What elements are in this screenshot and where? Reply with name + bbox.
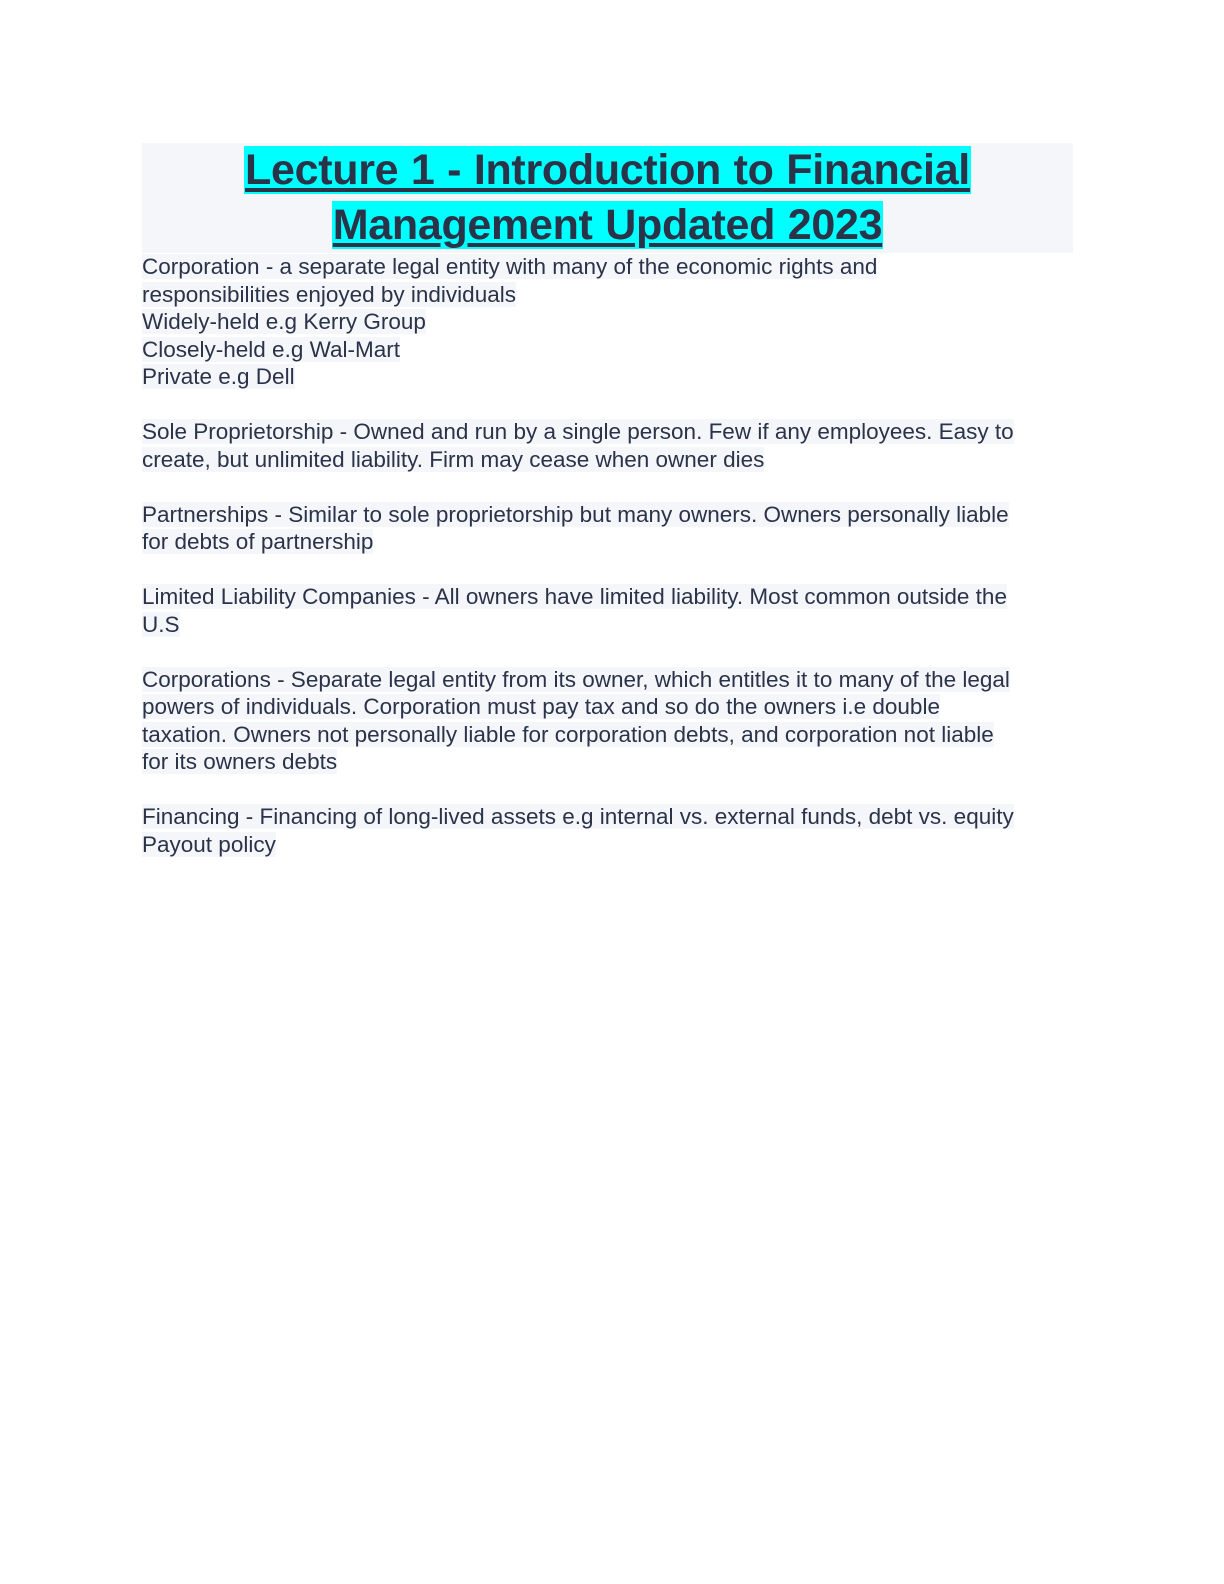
body-line-text: responsibilities enjoyed by individuals bbox=[142, 281, 516, 307]
body-line-text: Limited Liability Companies - All owners have limited liability. Most common outside the bbox=[142, 584, 1007, 609]
paragraph-spacer bbox=[142, 638, 1073, 666]
document-body bbox=[142, 253, 1073, 858]
body-line bbox=[142, 721, 1073, 749]
body-line bbox=[142, 831, 1073, 859]
page-title bbox=[142, 143, 1073, 253]
body-line-text: powers of individuals. Corporation must pay tax and so do the owners i.e double bbox=[142, 694, 940, 719]
document-content bbox=[142, 143, 1073, 858]
body-line-text: Closely-held e.g Wal-Mart bbox=[142, 336, 400, 362]
body-line-text: Payout policy bbox=[142, 831, 276, 857]
body-line-text: Widely-held e.g Kerry Group bbox=[142, 309, 426, 334]
body-line-text: U.S bbox=[142, 611, 180, 637]
body-line-text: Corporation - a separate legal entity with many of the economic rights and bbox=[142, 254, 878, 279]
paragraph-sole-proprietorship bbox=[142, 418, 1073, 473]
body-line bbox=[142, 363, 1073, 391]
body-line bbox=[142, 418, 1073, 446]
body-line bbox=[142, 803, 1073, 831]
paragraph-corporation-definition bbox=[142, 253, 1073, 391]
paragraph-spacer bbox=[142, 473, 1073, 501]
body-line-text: Corporations - Separate legal entity from its owner, which entitles it to many of the legal bbox=[142, 666, 1010, 692]
page-title-line-1 bbox=[142, 143, 1073, 198]
body-line-text: for its owners debts bbox=[142, 749, 338, 774]
body-line-text: Private e.g Dell bbox=[142, 364, 295, 389]
body-line-text: taxation. Owners not personally liable for corporation debts, and corporation not liable bbox=[142, 721, 994, 747]
body-line bbox=[142, 666, 1073, 694]
page-title-line-1-text: Lecture 1 - Introduction to Financial bbox=[245, 146, 970, 194]
body-line bbox=[142, 611, 1073, 639]
page-title-line-2 bbox=[142, 198, 1073, 253]
body-line bbox=[142, 281, 1073, 309]
body-line bbox=[142, 501, 1073, 529]
body-line bbox=[142, 308, 1073, 336]
paragraph-spacer bbox=[142, 776, 1073, 804]
body-line bbox=[142, 528, 1073, 556]
page-title-line-2-text: Management Updated 2023 bbox=[332, 201, 883, 249]
body-line bbox=[142, 583, 1073, 611]
body-line bbox=[142, 748, 1073, 776]
body-line-text: Partnerships - Similar to sole proprietorship but many owners. Owners personally liable bbox=[142, 501, 1009, 527]
body-line bbox=[142, 693, 1073, 721]
paragraph-partnerships bbox=[142, 501, 1073, 556]
body-line bbox=[142, 336, 1073, 364]
document-title-block bbox=[142, 143, 1073, 253]
body-line-text: for debts of partnership bbox=[142, 529, 374, 554]
body-line-text: create, but unlimited liability. Firm may cease when owner dies bbox=[142, 446, 765, 472]
body-line-text: Financing - Financing of long-lived assets e.g internal vs. external funds, debt vs. equity bbox=[142, 804, 1014, 829]
paragraph-limited-liability-companies bbox=[142, 583, 1073, 638]
body-line bbox=[142, 446, 1073, 474]
paragraph-spacer bbox=[142, 391, 1073, 419]
paragraph-spacer bbox=[142, 556, 1073, 584]
body-line-text: Sole Proprietorship - Owned and run by a single person. Few if any employees. Easy to bbox=[142, 419, 1014, 444]
paragraph-corporations bbox=[142, 666, 1073, 776]
paragraph-financing bbox=[142, 803, 1073, 858]
body-line bbox=[142, 253, 1073, 281]
